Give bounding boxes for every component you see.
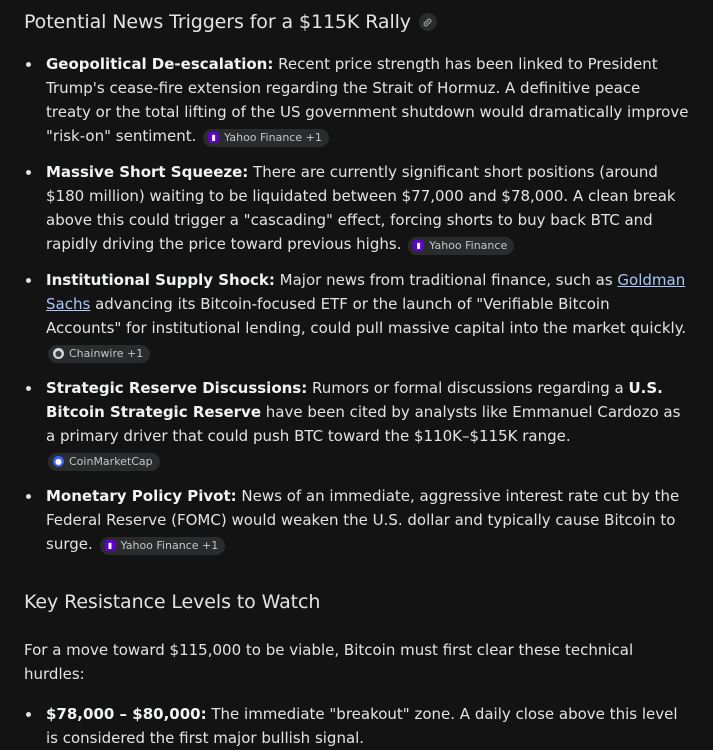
yahoo-icon: ▮ (413, 240, 424, 251)
section-intro: For a move toward $115,000 to be viable, Bitcoin must first clear these technical hurdles: (24, 641, 634, 683)
list-item (24, 376, 689, 472)
item-heading: Strategic Reserve Discussions: (46, 379, 308, 397)
section-title-resistance: Key Resistance Levels to Watch (24, 591, 321, 613)
source-label: Yahoo Finance +1 (224, 130, 322, 144)
list-item (24, 702, 689, 750)
item-heading: Institutional Supply Shock: (46, 271, 275, 289)
source-chip-coinmarketcap[interactable] (48, 453, 160, 471)
source-chip-yahoo-finance[interactable] (203, 129, 329, 147)
item-text: have been cited by analysts like Emmanuel Cardozo as a primary driver that could push BTC toward the $110K–$115K range. (46, 403, 681, 445)
item-text: There are currently significant short positions (around $180 million) waiting to be liquidated between $77,000 and $78,000. A clean break above this could trigger a "cascading" effect, forcing shorts to buy back BTC and rapidly driving the price toward previous highs. (46, 163, 676, 253)
item-heading: Massive Short Squeeze: (46, 163, 249, 181)
item-text: Major news from traditional finance, such as (274, 271, 618, 289)
item-text: The immediate "breakout" zone. A daily close above this level is considered the first major bullish signal. (46, 705, 678, 747)
goldman-sachs-link[interactable]: Goldman Sachs (46, 271, 686, 313)
item-inline-bold: U.S. Bitcoin Strategic Reserve (46, 379, 663, 421)
yahoo-icon: ▮ (105, 540, 116, 551)
source-label: Yahoo Finance (429, 238, 508, 252)
list-item (24, 268, 689, 364)
item-text: News of an immediate, aggressive interest rate cut by the Federal Reserve (FOMC) would weaken the U.S. dollar and typically cause Bitcoin to surge. (46, 487, 680, 553)
list-item (24, 160, 689, 256)
coinmarketcap-icon: ● (53, 456, 64, 467)
source-chip-chainwire[interactable] (48, 345, 150, 363)
item-heading: Geopolitical De-escalation: (46, 55, 274, 73)
item-text: advancing its Bitcoin-focused ETF or the launch of "Verifiable Bitcoin Accounts" for institutional lending, could pull massive capital into the market quickly. (46, 295, 687, 337)
source-label: Chainwire +1 (69, 346, 144, 360)
item-heading: $78,000 – $80,000: (46, 705, 207, 723)
source-chip-yahoo-finance[interactable] (408, 237, 514, 255)
item-heading: Monetary Policy Pivot: (46, 487, 237, 505)
chainwire-icon: ● (53, 348, 64, 359)
yahoo-icon: ▮ (208, 132, 219, 143)
list-item (24, 52, 689, 148)
source-label: CoinMarketCap (69, 454, 153, 468)
list-item (24, 484, 689, 556)
section-title-text: Potential News Triggers for a $115K Rally (24, 11, 411, 33)
link-icon[interactable] (419, 13, 437, 31)
levels-list (24, 702, 689, 750)
source-chip-yahoo-finance[interactable] (100, 537, 226, 555)
item-text: Recent price strength has been linked to President Trump's cease-fire extension regarding the Strait of Hormuz. A definitive peace treaty or the total lifting of the US government shutdown would dramatically improve "risk-on" sentiment. (46, 55, 689, 145)
item-text: Rumors or formal discussions regarding a (307, 379, 629, 397)
source-label: Yahoo Finance +1 (120, 538, 219, 552)
section-title-triggers (24, 0, 689, 34)
triggers-list (24, 52, 689, 556)
